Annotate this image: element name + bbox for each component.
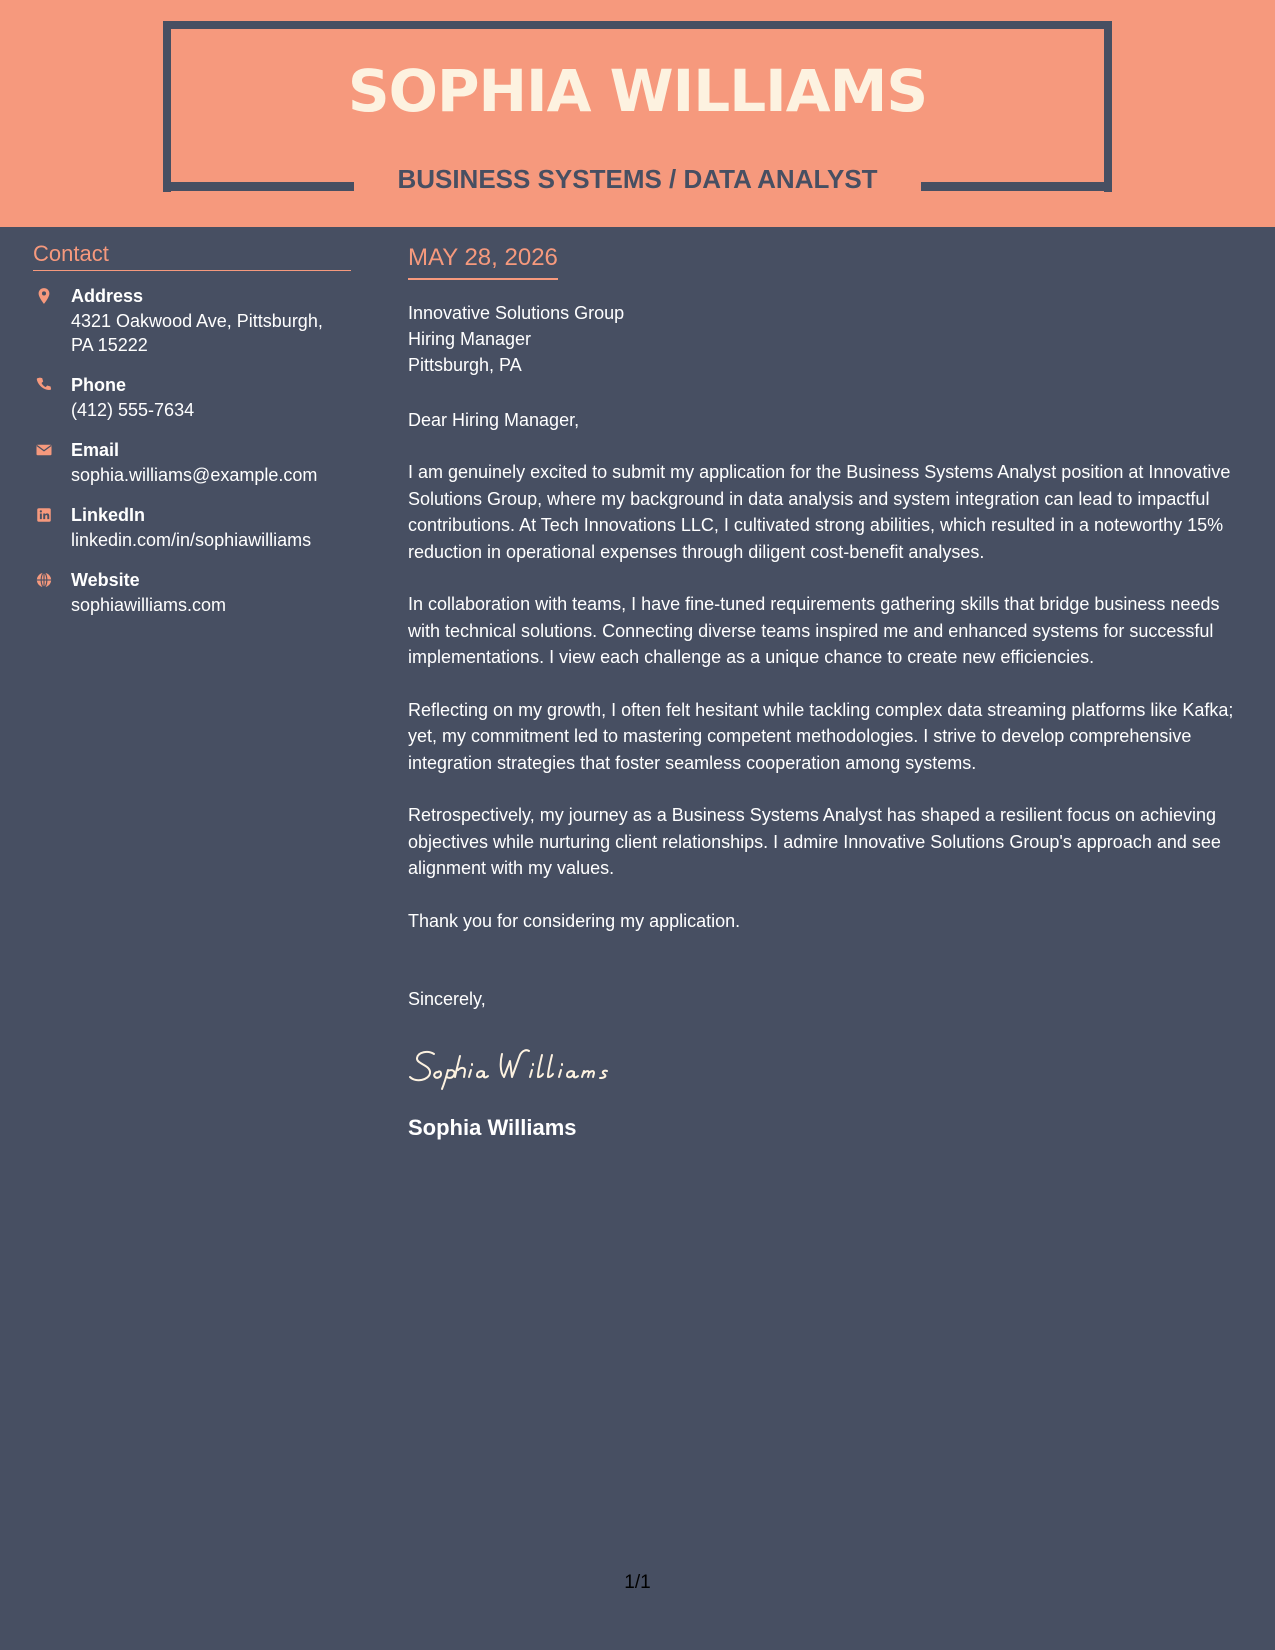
salutation: Dear Hiring Manager, xyxy=(408,410,580,430)
envelope-icon xyxy=(35,441,53,459)
map-pin-icon xyxy=(35,287,53,305)
phone-icon xyxy=(35,376,53,394)
letter-date: MAY 28, 2026 xyxy=(408,244,558,280)
signer-name: Sophia Williams xyxy=(408,1115,577,1140)
letter-body xyxy=(408,244,1250,1139)
body-paragraph: Thank you for considering my application. xyxy=(408,910,741,931)
header-banner xyxy=(0,0,1275,227)
contact-item-email xyxy=(33,438,351,487)
globe-icon xyxy=(35,571,53,589)
contact-sidebar xyxy=(33,243,351,633)
body-paragraph: I am genuinely excited to submit my application for the Business Systems Analyst position at Innovative Solutions Group, where my background in data analysis and system integration can lead to impactful contributions. At Tech Innovations LLC, I cultivated strong abilities, which resulted in a noteworthy 15% reduction in operational expenses through diligent cost-benefit analyses. xyxy=(408,462,1231,562)
contact-heading: Contact xyxy=(33,243,351,271)
contact-label: Address xyxy=(71,286,144,306)
linkedin-url[interactable]: linkedin.com/in/sophiawilliams xyxy=(71,530,312,550)
address-line: PA 15222 xyxy=(71,335,148,355)
contact-item-address xyxy=(33,284,351,357)
contact-label: Website xyxy=(71,570,140,590)
contact-item-website xyxy=(33,568,351,617)
recipient-line: Pittsburgh, PA xyxy=(408,355,522,375)
contact-item-linkedin xyxy=(33,503,351,552)
body-paragraph: Reflecting on my growth, I often felt hesitant while tackling complex data streaming platforms like Kafka; yet, my commitment led to mastering competent methodologies. I strive to develop comprehensive integration strategies that foster seamless cooperation among systems. xyxy=(408,699,1234,773)
page-number: 1/1 xyxy=(624,1572,651,1593)
closing: Sincerely, xyxy=(408,989,486,1009)
job-title: BUSINESS SYSTEMS / DATA ANALYST xyxy=(397,164,878,194)
recipient-line: Innovative Solutions Group xyxy=(408,303,625,323)
body-paragraph: Retrospectively, my journey as a Business Systems Analyst has shaped a resilient focus on achieving objectives while nurturing client relationships. I admire Innovative Solutions Group's approach and see alignment with my values. xyxy=(408,805,1221,878)
contact-item-phone xyxy=(33,373,351,422)
contact-label: LinkedIn xyxy=(71,505,146,525)
contact-list xyxy=(33,284,351,617)
handwritten-signature xyxy=(408,1042,668,1092)
linkedin-icon xyxy=(35,506,53,524)
address-line: 4321 Oakwood Ave, Pittsburgh, xyxy=(71,311,323,331)
applicant-name: SOPHIA WILLIAMS xyxy=(347,57,928,125)
contact-label: Email xyxy=(71,440,120,460)
phone-number[interactable]: (412) 555-7634 xyxy=(71,400,195,420)
contact-label: Phone xyxy=(71,375,127,395)
recipient-line: Hiring Manager xyxy=(408,329,532,349)
body-paragraph: In collaboration with teams, I have fine-tuned requirements gathering skills that bridge business needs with technical solutions. Connecting diverse teams inspired me and enhanced systems for successful implementations. I view each challenge as a unique chance to create new efficiencies. xyxy=(408,594,1220,667)
recipient-block xyxy=(408,300,1250,378)
website-url[interactable]: sophiawilliams.com xyxy=(71,595,227,615)
email-address[interactable]: sophia.williams@example.com xyxy=(71,465,318,485)
